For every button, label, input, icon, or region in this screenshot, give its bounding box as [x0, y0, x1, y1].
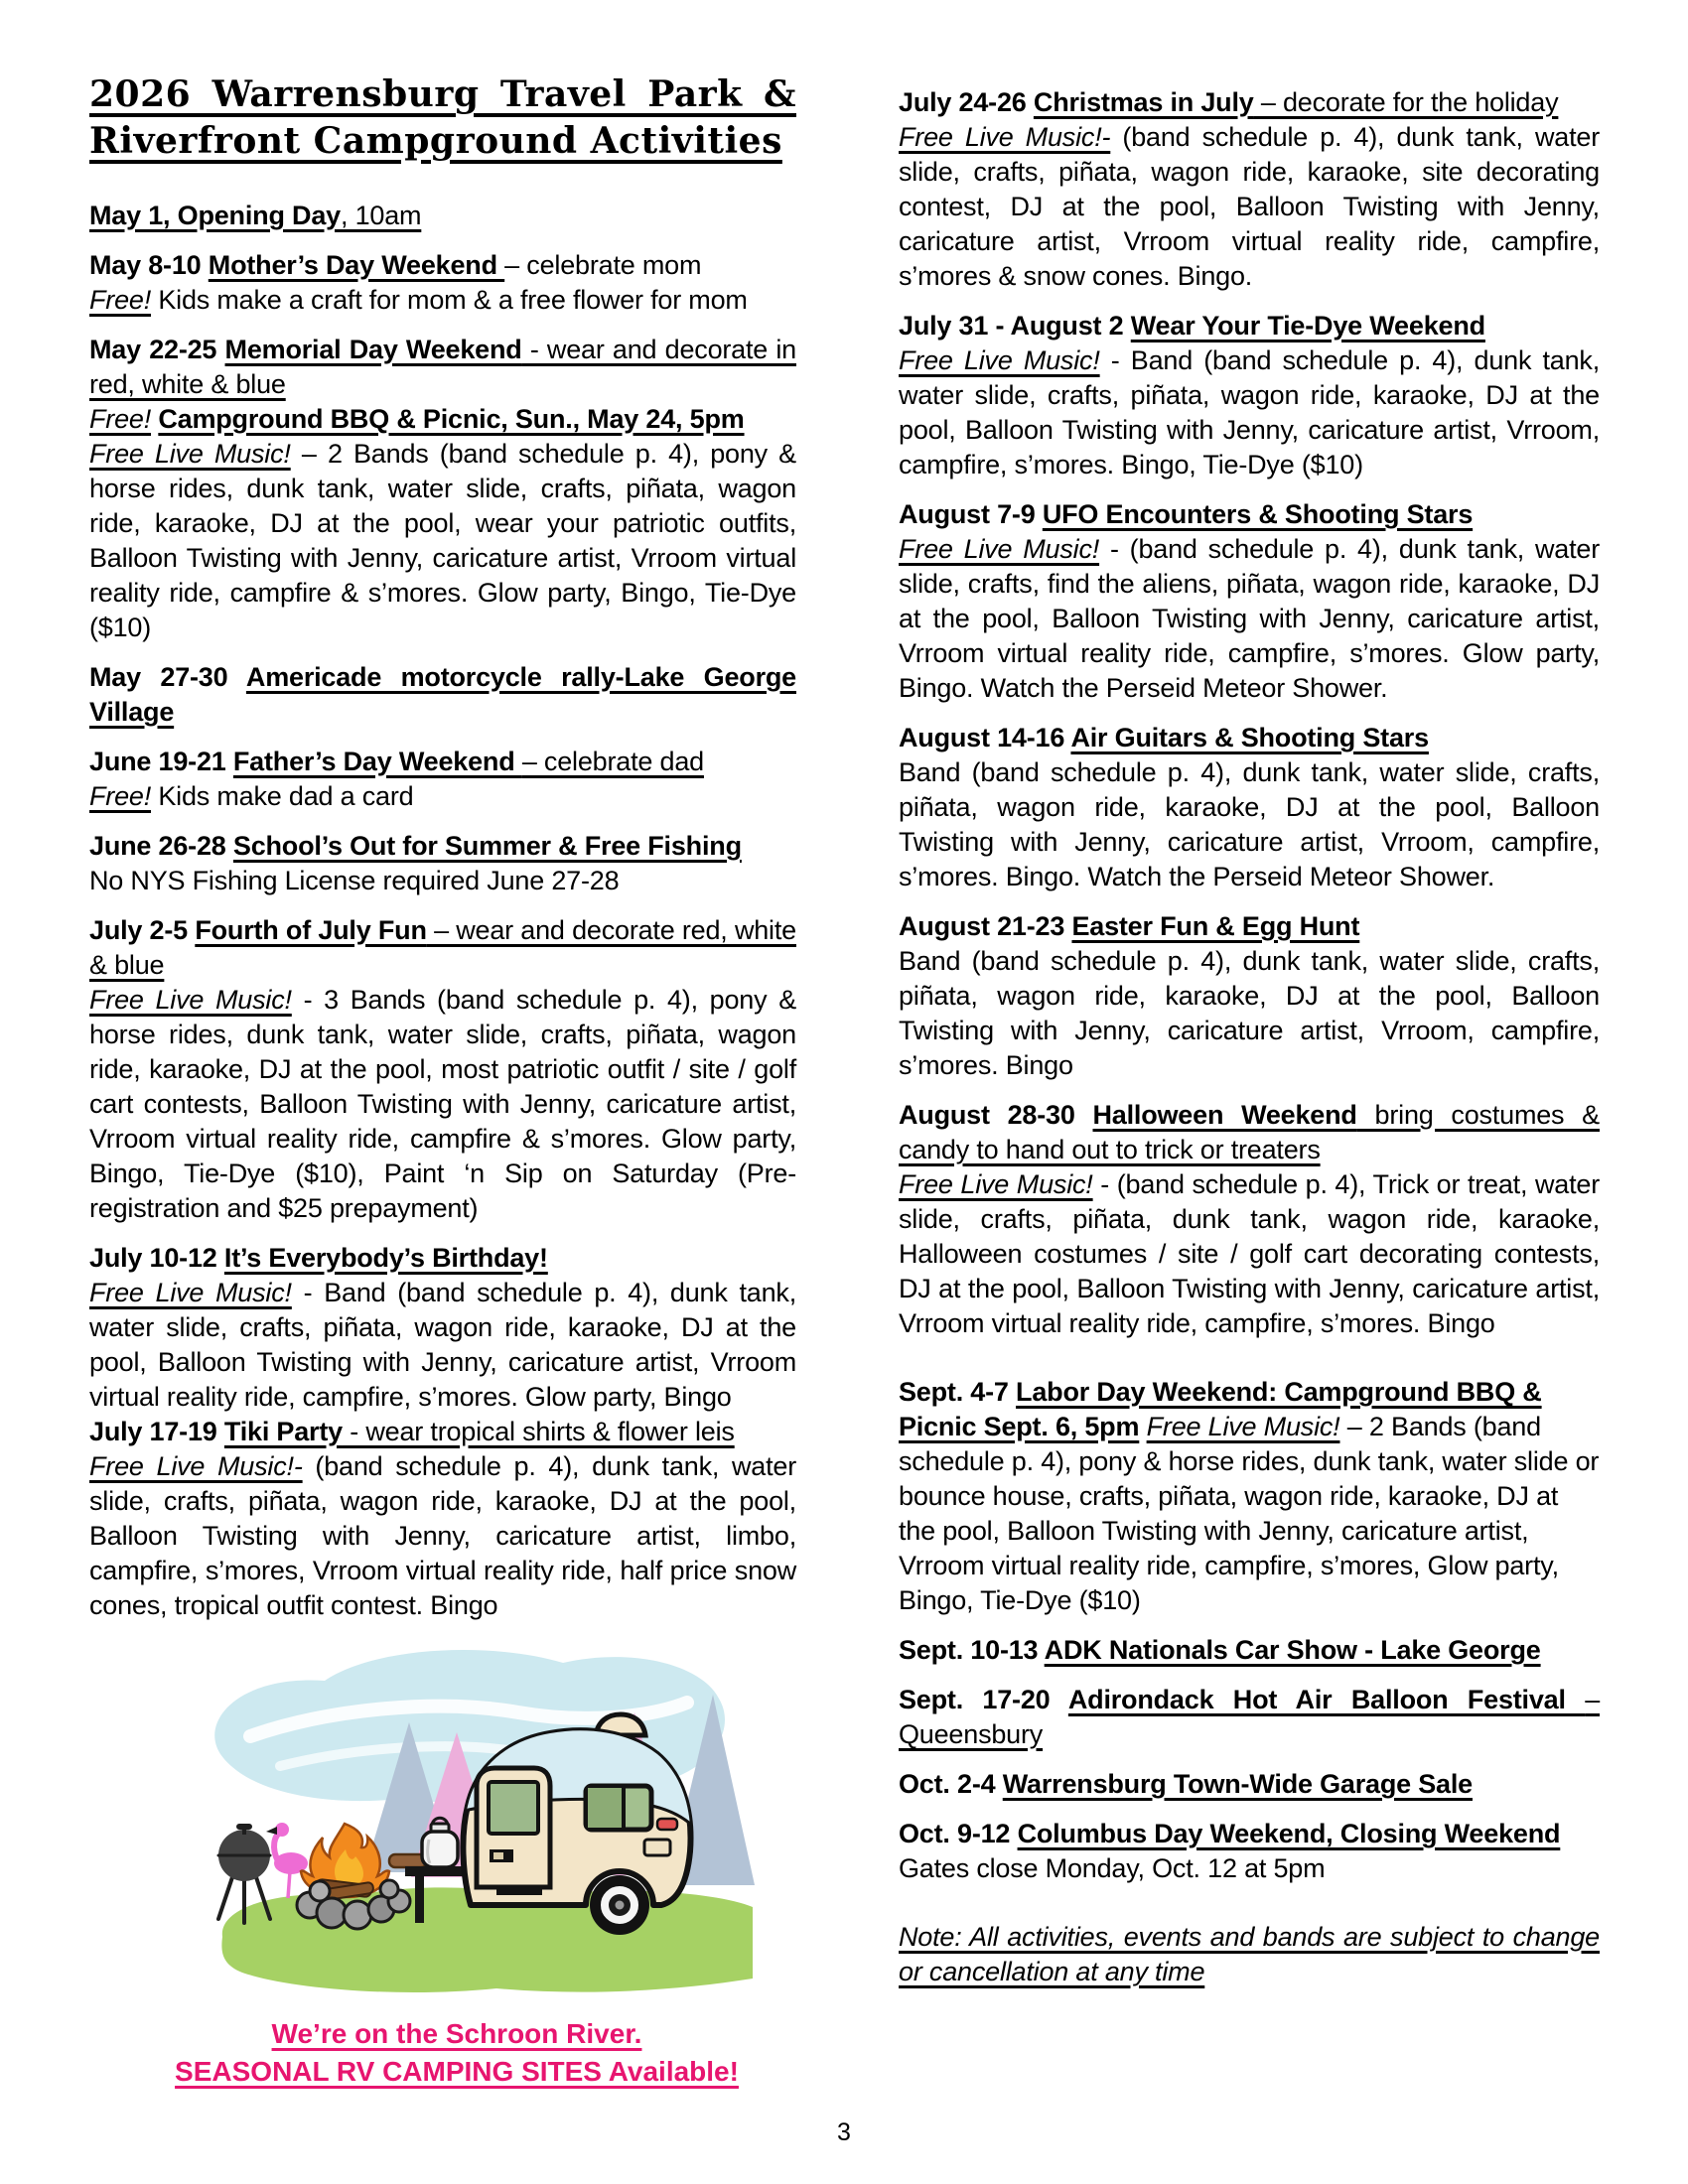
text-segment: Easter Fun & Egg Hunt — [1071, 911, 1360, 941]
event-text-block — [899, 1817, 1600, 1851]
event-text-block — [899, 343, 1600, 482]
text-segment: Fourth of July Fun — [195, 914, 427, 945]
event-text-block — [899, 1098, 1600, 1167]
event-text-block — [899, 309, 1600, 343]
event-text-block — [89, 437, 796, 645]
text-segment: Free Live Music! — [89, 984, 292, 1015]
event-entry — [89, 660, 796, 730]
right-events-list — [899, 85, 1600, 1989]
text-segment: – celebrate dad — [521, 746, 704, 776]
text-segment: Columbus Day Weekend, Closing Weekend — [1017, 1819, 1561, 1848]
text-segment: Halloween Weekend — [1092, 1100, 1357, 1130]
text-segment: Free Live Music! — [1146, 1412, 1340, 1441]
text-segment: Free Live Music! — [89, 438, 291, 469]
event-text-block — [899, 120, 1600, 294]
text-segment: - Band (band schedule p. 4), dunk tank, water slide, crafts, piñata, wagon ride, karaoke, DJ at the pool, Balloon Twisting with Jenny, caricature artist, Vrroom virtual reality ride, campfire, s’mores. Glow party, Bingo — [89, 1277, 796, 1412]
text-segment: Oct. 9-12 — [899, 1819, 1018, 1848]
text-segment: - wear tropical shirts & flower leis — [342, 1416, 735, 1446]
event-entry — [899, 1098, 1600, 1341]
text-segment: - 3 Bands (band schedule p. 4), pony & horse rides, dunk tank, water slide, crafts, piñata, wagon ride, karaoke, DJ at the pool, most patriotic outfit / site / golf cart contests, Balloon Twisting with Jenny, caricature artist, Vrroom virtual reality ride, campfire & s’mores. Glow party, Bingo, Tie-Dye ($10), Paint ‘n Sip on Saturday (Pre-registration and $25 prepayment) — [89, 984, 796, 1223]
event-entry — [89, 248, 796, 318]
text-segment: – 2 Bands (band schedule p. 4), pony & horse rides, dunk tank, water slide, crafts, piñata, wagon ride, karaoke, DJ at the pool, wear your patriotic outfits, Balloon Twisting with Jenny, caricature artist, Vrroom virtual reality ride, campfire & s’mores. Glow party, Bingo, Tie-Dye ($10) — [89, 438, 796, 642]
text-segment: Campground BBQ & Picnic, Sun., May 24, 5pm — [158, 403, 745, 434]
event-text-block — [899, 1167, 1600, 1341]
text-segment: Kids make a craft for mom & a free flower for mom — [151, 284, 748, 315]
event-text-block — [89, 983, 796, 1226]
camping-clipart — [161, 1637, 755, 2011]
event-text-block — [89, 248, 796, 283]
text-segment: August 7-9 — [899, 499, 1043, 529]
text-segment: Father’s Day Weekend — [232, 746, 522, 776]
event-entry — [89, 333, 796, 645]
text-segment: Sept. 17-20 — [899, 1685, 1068, 1714]
text-segment: , 10am — [340, 200, 422, 230]
text-segment: Band (band schedule p. 4), dunk tank, water slide, crafts, piñata, wagon ride, karaoke, DJ at the pool, Balloon Twisting with Jenny, caricature artist, Vrroom, campfire, s’mores. Bingo. Watch the Perseid Meteor Shower. — [899, 757, 1600, 891]
event-text-block — [899, 1375, 1600, 1618]
event-text-block — [89, 864, 796, 898]
event-text-block — [89, 199, 796, 233]
event-text-block — [89, 333, 796, 402]
text-segment: Wear Your Tie-Dye Weekend — [1130, 311, 1485, 341]
text-segment: Free Live Music! — [899, 534, 1100, 564]
text-segment: (band schedule p. 4), dunk tank, water slide, crafts, piñata, wagon ride, karaoke, DJ at the pool, Balloon Twisting with Jenny, caricature artist, limbo, campfire, s’mores, Vrroom virtual reality ride, half price snow cones, tropical outfit contest. Bingo — [89, 1450, 796, 1620]
event-entry — [89, 829, 796, 898]
caption — [129, 2015, 784, 2091]
text-segment: May 1, Opening Day — [89, 200, 341, 230]
event-entry — [899, 1767, 1600, 1802]
text-segment: Gates close Monday, Oct. 12 at 5pm — [899, 1853, 1326, 1883]
text-segment: Tiki Party — [223, 1416, 343, 1446]
text-segment: – 2 Bands (band schedule p. 4), pony & horse rides, dunk tank, water slide or bounce house, crafts, piñata, wagon ride, karaoke, DJ at the pool, Balloon Twisting with Jenny, caricature artist, Vrroom virtual reality ride, campfire, s’mores, Glow party, Bingo, Tie-Dye ($10) — [899, 1412, 1600, 1615]
camping-clipart-svg — [161, 1637, 755, 2006]
text-segment: Air Guitars & Shooting Stars — [1070, 723, 1429, 752]
side-window-pane — [588, 1788, 624, 1828]
event-text-block — [899, 1851, 1600, 1886]
event-text-block — [899, 1920, 1600, 1989]
text-segment: School’s Out for Summer & Free Fishing — [232, 830, 742, 861]
event-text-block — [899, 721, 1600, 755]
text-segment: Americade motorcycle rally-Lake George Village — [89, 661, 796, 727]
text-segment: No NYS Fishing License required June 27-28 — [89, 865, 620, 895]
event-text-block — [89, 913, 796, 983]
text-segment: May 8-10 — [89, 249, 209, 280]
event-text-block — [89, 402, 796, 437]
text-segment: Free! — [89, 403, 152, 434]
text-segment — [1139, 1412, 1146, 1441]
pink-flamingo — [266, 1823, 308, 1898]
text-segment: May 22-25 — [89, 334, 225, 364]
event-entry — [89, 1415, 796, 1623]
text-segment: Adirondack Hot Air Balloon Festival — [1067, 1685, 1586, 1714]
event-text-block — [899, 497, 1600, 532]
text-segment: Free Live Music! — [899, 345, 1100, 375]
text-segment: - (band schedule p. 4), dunk tank, water slide, crafts, find the aliens, piñata, wagon ride, karaoke, DJ at the pool, Balloon Twisting with Jenny, caricature artist, Vrroom virtual reality ride, campfire, s’mores. Glow party, Bingo. Watch the Perseid Meteor Shower. — [899, 534, 1600, 703]
text-segment: July 10-12 — [89, 1242, 224, 1273]
text-segment: May 27-30 — [89, 661, 246, 692]
text-segment: Note: All activities, events and bands are subject to change or cancellation at any time — [899, 1922, 1600, 1986]
event-text-block — [89, 1449, 796, 1623]
event-entry — [899, 1817, 1600, 1886]
text-segment: Free! — [89, 284, 152, 315]
door-window — [489, 1782, 538, 1834]
caption-line2: SEASONAL RV CAMPING SITES Available! — [175, 2055, 739, 2087]
event-text-block — [899, 944, 1600, 1083]
text-segment: Labor Day Weekend: Campground BBQ & Picnic Sept. 6, 5pm — [899, 1377, 1542, 1441]
text-segment: August 21-23 — [899, 911, 1072, 941]
event-entry — [899, 1375, 1600, 1618]
page-title-line2: Riverfront Campground Activities — [89, 119, 782, 162]
event-entry — [89, 1241, 796, 1415]
right-column — [899, 85, 1600, 1989]
event-entry — [899, 1920, 1600, 1989]
event-entry — [89, 745, 796, 814]
event-entry — [899, 309, 1600, 482]
text-segment: Warrensburg Town-Wide Garage Sale — [1002, 1769, 1473, 1799]
text-segment: Mother’s Day Weekend — [208, 249, 505, 280]
tongue-jack-post — [415, 1876, 424, 1923]
page-title — [89, 71, 796, 165]
event-text-block — [899, 1767, 1600, 1802]
tail-light — [657, 1819, 677, 1830]
text-segment: July 31 - August 2 — [899, 311, 1131, 341]
event-text-block — [899, 85, 1600, 120]
event-text-block — [899, 1683, 1600, 1752]
event-entry — [899, 85, 1600, 294]
caption-line1: We’re on the Schroon River. — [271, 2017, 642, 2049]
event-text-block — [89, 1241, 796, 1276]
event-text-block — [89, 745, 796, 779]
text-segment: Oct. 2-4 — [899, 1769, 1003, 1799]
text-segment: - wear and decorate in red, white & blue — [89, 334, 796, 399]
text-segment: Free! — [89, 780, 152, 811]
text-segment: – wear and decorate red, white & blue — [89, 914, 796, 980]
text-segment: Free Live Music!- — [89, 1450, 303, 1481]
text-segment: Free Live Music! — [89, 1277, 292, 1307]
page-number: 3 — [837, 2118, 851, 2146]
text-segment: August 14-16 — [899, 723, 1071, 752]
text-segment: UFO Encounters & Shooting Stars — [1042, 499, 1474, 529]
event-entry — [89, 913, 796, 1226]
event-entry — [899, 909, 1600, 1083]
page-title-line1: 2026 Warrensburg Travel Park & — [89, 73, 796, 115]
event-text-block — [89, 829, 796, 864]
event-text-block — [89, 1276, 796, 1415]
event-text-block — [899, 532, 1600, 706]
camper-wheel — [590, 1875, 649, 1935]
text-segment: It’s Everybody’s Birthday! — [223, 1242, 548, 1273]
text-segment: Memorial Day Weekend — [224, 334, 522, 364]
event-text-block — [89, 660, 796, 730]
text-segment: July 24-26 — [899, 87, 1034, 117]
text-segment: June 26-28 — [89, 830, 233, 861]
text-segment: Free Live Music!- — [899, 122, 1111, 152]
text-segment: June 19-21 — [89, 746, 233, 776]
text-segment: - (band schedule p. 4), Trick or treat, water slide, crafts, piñata, dunk tank, wagon ride, karaoke, Halloween costumes / site / golf cart decorating contests, DJ at the pool, Balloon Twisting with Jenny, caricature artist, Vrroom virtual reality ride, campfire, s’mores. Bingo — [899, 1169, 1600, 1338]
event-text-block — [89, 1415, 796, 1449]
event-text-block — [89, 779, 796, 814]
event-text-block — [899, 1633, 1600, 1668]
event-entry — [899, 497, 1600, 706]
text-segment: (band schedule p. 4), dunk tank, water slide, crafts, piñata, wagon ride, karaoke, site decorating contest, DJ at the pool, Balloon Twisting with Jenny, caricature artist, Vrroom virtual reality ride, campfire, s’mores & snow cones. Bingo. — [899, 122, 1600, 291]
event-entry — [89, 199, 796, 233]
text-segment: Band (band schedule p. 4), dunk tank, water slide, crafts, piñata, wagon ride, karaoke, DJ at the pool, Balloon Twisting with Jenny, caricature artist, Vrroom, campfire, s’mores. Bingo — [899, 946, 1600, 1080]
event-text-block — [899, 909, 1600, 944]
event-entry — [899, 721, 1600, 894]
left-events-list — [89, 199, 796, 1623]
event-entry — [899, 1683, 1600, 1752]
text-segment: – Queensbury — [899, 1685, 1601, 1749]
text-segment: Free Live Music! — [899, 1169, 1093, 1199]
text-segment: Sept. 4-7 — [899, 1377, 1017, 1407]
text-segment: ADK Nationals Car Show - Lake George — [1044, 1635, 1541, 1665]
text-segment: Christmas in July — [1033, 87, 1254, 117]
text-segment: July 2-5 — [89, 914, 196, 945]
event-entry — [899, 1633, 1600, 1668]
event-text-block — [89, 283, 796, 318]
text-segment: Sept. 10-13 — [899, 1635, 1045, 1665]
left-column — [89, 71, 796, 2091]
text-segment: bring costumes & candy to hand out to trick or treaters — [899, 1100, 1600, 1164]
text-segment: August 28-30 — [899, 1100, 1093, 1130]
text-segment: – decorate for the holiday — [1253, 87, 1559, 117]
text-segment: – celebrate mom — [504, 249, 702, 280]
door-handle-plate — [493, 1852, 503, 1859]
event-text-block — [899, 755, 1600, 894]
text-segment: - Band (band schedule p. 4), dunk tank, water slide, crafts, piñata, wagon ride, karaoke, DJ at the pool, Balloon Twisting with Jenny, caricature artist, Vrroom, campfire, s’mores. Bingo, Tie-Dye ($10) — [899, 345, 1600, 479]
text-segment: July 17-19 — [89, 1416, 224, 1446]
text-segment: Kids make dad a card — [151, 780, 414, 811]
side-panel — [644, 1840, 670, 1855]
